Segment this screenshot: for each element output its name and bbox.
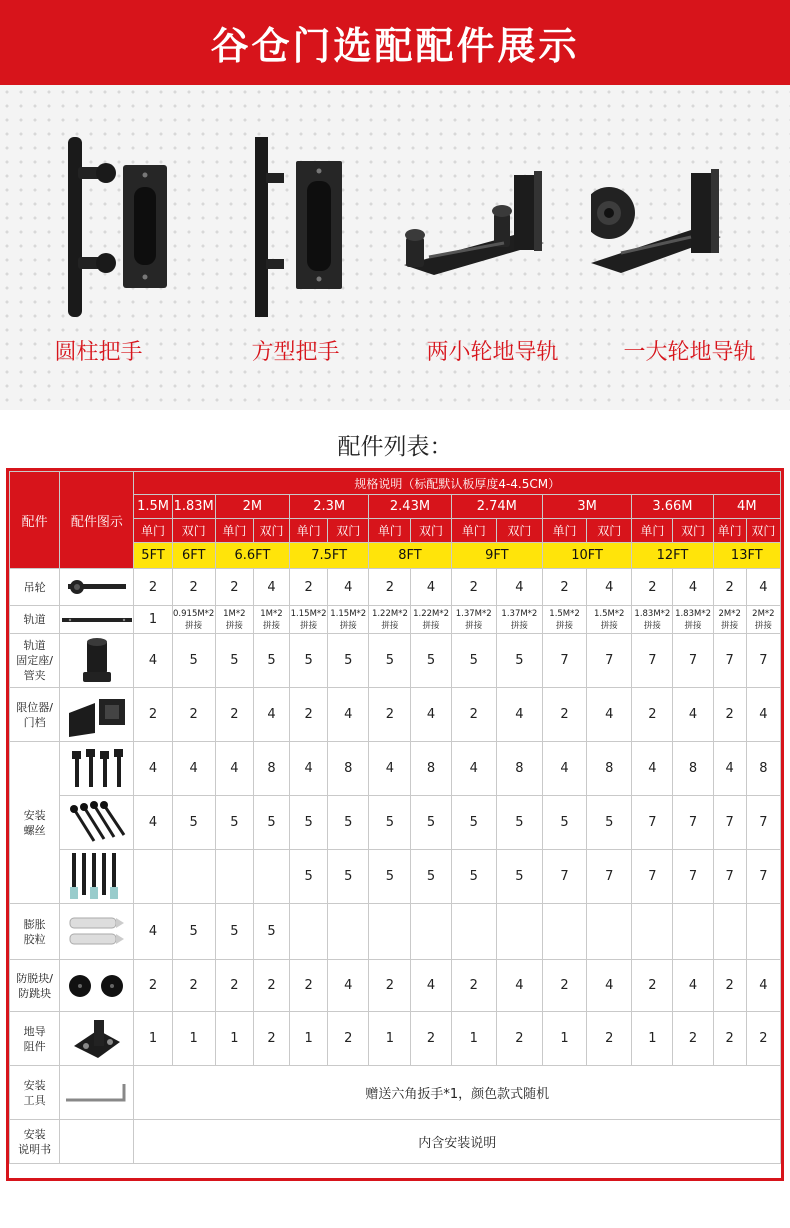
table-cell: 1.37M*2 拼接 [451,606,496,634]
table-cell: 4 [134,904,172,960]
table-row [10,606,781,634]
table-cell: 5 [411,850,451,904]
table-row [10,904,781,960]
table-cell: 1 [632,1012,673,1066]
table-cell: 7 [587,850,632,904]
table-cell: 2 [215,688,253,742]
table-cell: 1 [369,1012,411,1066]
length-header: 1.83M [172,495,215,519]
table-cell: 2 [290,569,328,606]
table-cell: 2M*2 拼接 [713,606,746,634]
table-cell: 4 [673,688,713,742]
table-cell: 5 [496,634,542,688]
table-cell: 4 [253,688,289,742]
table-cell [411,904,451,960]
table-cell: 5 [328,634,369,688]
door-type-header: 双门 [587,519,632,543]
table-cell: 4 [587,569,632,606]
table-cell: 4 [673,960,713,1012]
table-cell: 2 [746,1012,780,1066]
table-cell: 4 [496,569,542,606]
table-cell: 7 [713,850,746,904]
product-square-handle [197,85,394,410]
table-cell [713,904,746,960]
table-cell: 7 [673,796,713,850]
table-cell: 5 [411,634,451,688]
table-cell: 4 [328,960,369,1012]
table-cell: 2 [542,960,586,1012]
part-name: 限位器/ 门档 [10,688,60,742]
table-cell: 2 [632,688,673,742]
table-cell: 4 [328,569,369,606]
table-cell: 5 [215,634,253,688]
table-cell: 7 [632,850,673,904]
table-cell: 4 [587,688,632,742]
table-cell: 5 [328,850,369,904]
table-cell: 5 [542,796,586,850]
door-stopper-icon [60,688,134,742]
table-cell: 2 [542,569,586,606]
table-cell: 5 [253,904,289,960]
table-cell: 5 [587,796,632,850]
anti-jump-block-icon [60,960,134,1012]
spec-title: 规格说明（标配默认板厚度4-4.5CM） [134,472,781,495]
table-row [10,1066,781,1120]
table-cell: 2 [215,569,253,606]
table-cell: 5 [411,796,451,850]
two-wheel-floor-guide-icon [394,125,591,325]
table-cell [369,904,411,960]
table-row [10,796,781,850]
table-cell: 1M*2 拼接 [215,606,253,634]
empty-icon-cell [60,1120,134,1164]
feet-header: 13FT [713,543,780,569]
table-cell: 2 [134,569,172,606]
table-row [10,634,781,688]
table-cell: 4 [172,742,215,796]
title-banner [0,0,790,85]
table-cell: 5 [215,796,253,850]
table-cell: 5 [496,796,542,850]
page-title: 谷仓门选配配件展示 [210,24,580,68]
table-cell: 2 [587,1012,632,1066]
table-cell: 5 [290,634,328,688]
table-cell: 1.37M*2 拼接 [496,606,542,634]
length-header: 2.3M [290,495,369,519]
table-cell: 4 [290,742,328,796]
table-cell: 4 [632,742,673,796]
table-cell: 5 [451,796,496,850]
table-cell: 7 [746,850,780,904]
table-cell: 8 [496,742,542,796]
table-cell: 1.22M*2 拼接 [369,606,411,634]
table-cell [134,850,172,904]
table-cell [587,904,632,960]
part-name: 地导 阻件 [10,1012,60,1066]
feet-header: 9FT [451,543,542,569]
table-cell: 2 [451,569,496,606]
part-note: 内含安装说明 [134,1120,781,1164]
long-screws-icon [60,850,134,904]
table-row [10,1120,781,1164]
product-label: 两小轮地导轨 [426,340,559,365]
table-cell: 2 [215,960,253,1012]
door-type-header: 双门 [328,519,369,543]
hex-wrench-icon [60,1066,134,1120]
table-cell: 4 [411,688,451,742]
table-cell: 5 [290,796,328,850]
table-cell: 7 [746,634,780,688]
table-cell: 4 [746,960,780,1012]
table-cell [215,850,253,904]
table-cell: 2 [632,569,673,606]
col-header-part: 配件 [10,472,60,569]
feet-header: 10FT [542,543,631,569]
rail-bracket-icon [60,634,134,688]
table-cell: 5 [369,796,411,850]
table-cell: 4 [328,688,369,742]
table-cell: 4 [134,634,172,688]
big-wheel-floor-guide-icon [591,125,788,325]
length-header: 2.43M [369,495,451,519]
col-header-image: 配件图示 [60,472,134,569]
table-cell: 4 [713,742,746,796]
table-cell: 1 [172,1012,215,1066]
feet-header: 7.5FT [290,543,369,569]
part-name: 轨道 固定座/ 管夹 [10,634,60,688]
part-name: 安装 螺丝 [10,742,60,904]
table-cell [496,904,542,960]
square-handle-icon [197,125,394,325]
table-cell: 1.5M*2 拼接 [542,606,586,634]
floor-guide-icon [60,1012,134,1066]
table-cell: 1 [542,1012,586,1066]
door-type-header: 双门 [411,519,451,543]
table-cell [290,904,328,960]
round-handle-icon [0,125,197,325]
length-header: 3.66M [632,495,713,519]
product-label: 一大轮地导轨 [623,340,756,365]
table-cell: 4 [587,960,632,1012]
table-cell: 2 [290,688,328,742]
table-cell: 4 [134,796,172,850]
product-big-wheel-guide [591,85,788,410]
table-row [10,1012,781,1066]
part-name: 吊轮 [10,569,60,606]
table-cell [632,904,673,960]
table-row [10,742,781,796]
feet-header: 12FT [632,543,713,569]
length-header: 2M [215,495,289,519]
table-cell: 2 [632,960,673,1012]
table-cell: 2 [713,569,746,606]
table-cell: 2 [253,960,289,1012]
table-cell [451,904,496,960]
table-cell: 5 [451,634,496,688]
table-cell: 2 [369,569,411,606]
table-cell: 7 [632,796,673,850]
table-cell: 2 [713,960,746,1012]
door-type-header: 双门 [496,519,542,543]
product-showcase [0,85,790,410]
part-name: 膨胀 胶粒 [10,904,60,960]
table-cell: 4 [411,569,451,606]
table-cell: 5 [369,850,411,904]
table-cell: 4 [451,742,496,796]
table-cell: 2 [172,960,215,1012]
product-round-handle [0,85,197,410]
table-cell [746,904,780,960]
table-cell: 8 [587,742,632,796]
table-cell: 7 [673,850,713,904]
table-cell: 5 [172,796,215,850]
feet-header: 6.6FT [215,543,289,569]
table-cell: 4 [253,569,289,606]
door-type-header: 单门 [542,519,586,543]
door-type-header: 单门 [713,519,746,543]
part-name: 安装 说明书 [10,1120,60,1164]
table-cell: 2 [134,960,172,1012]
table-cell [253,850,289,904]
length-header: 3M [542,495,631,519]
table-cell: 4 [746,569,780,606]
door-type-header: 双门 [253,519,289,543]
table-cell [673,904,713,960]
table-cell: 1M*2 拼接 [253,606,289,634]
length-header: 4M [713,495,780,519]
table-row [10,850,781,904]
table-cell: 2 [172,688,215,742]
table-cell: 7 [542,634,586,688]
bolts-icon [60,742,134,796]
table-cell: 1 [134,606,172,634]
table-cell: 2 [496,1012,542,1066]
table-cell: 7 [713,796,746,850]
door-type-header: 单门 [369,519,411,543]
table-cell: 2 [328,1012,369,1066]
table-cell: 1 [290,1012,328,1066]
hanger-wheel-icon [60,569,134,606]
list-title: 配件列表： [337,434,453,460]
table-cell: 1.83M*2 拼接 [673,606,713,634]
table-cell: 8 [328,742,369,796]
table-cell: 5 [172,634,215,688]
wall-anchors-icon [60,904,134,960]
door-type-header: 单门 [290,519,328,543]
table-cell: 2M*2 拼接 [746,606,780,634]
table-cell: 2 [290,960,328,1012]
door-type-header: 单门 [134,519,172,543]
table-cell: 2 [369,960,411,1012]
table-cell: 4 [746,688,780,742]
table-cell: 2 [451,688,496,742]
table-cell: 2 [713,1012,746,1066]
table-cell: 5 [172,904,215,960]
door-type-header: 单门 [215,519,253,543]
table-cell: 2 [673,1012,713,1066]
door-type-header: 双门 [172,519,215,543]
table-cell: 7 [587,634,632,688]
feet-header: 8FT [369,543,451,569]
table-cell: 1.15M*2 拼接 [328,606,369,634]
table-row [10,960,781,1012]
product-label: 方型把手 [251,340,340,365]
table-cell: 1.22M*2 拼接 [411,606,451,634]
door-type-header: 双门 [673,519,713,543]
table-cell [542,904,586,960]
table-cell: 7 [542,850,586,904]
product-label: 圆柱把手 [54,340,143,365]
table-cell: 1.83M*2 拼接 [632,606,673,634]
table-cell [172,850,215,904]
table-cell: 7 [673,634,713,688]
table-cell: 8 [673,742,713,796]
table-cell: 5 [253,796,289,850]
table-cell: 1.15M*2 拼接 [290,606,328,634]
table-cell: 2 [713,688,746,742]
table-cell: 4 [673,569,713,606]
table-cell: 2 [451,960,496,1012]
length-header: 2.74M [451,495,542,519]
table-cell: 4 [542,742,586,796]
table-cell: 5 [496,850,542,904]
table-cell: 2 [172,569,215,606]
feet-header: 6FT [172,543,215,569]
parts-table-grid [9,471,781,1164]
length-header: 1.5M [134,495,172,519]
table-row [10,688,781,742]
table-cell: 5 [369,634,411,688]
table-cell [328,904,369,960]
table-cell: 4 [496,688,542,742]
table-cell: 4 [496,960,542,1012]
table-cell: 8 [411,742,451,796]
table-cell: 5 [451,850,496,904]
table-cell: 8 [253,742,289,796]
table-cell: 5 [215,904,253,960]
table-cell: 1 [451,1012,496,1066]
feet-header: 5FT [134,543,172,569]
door-type-header: 双门 [746,519,780,543]
door-type-header: 单门 [451,519,496,543]
table-cell: 1.5M*2 拼接 [587,606,632,634]
table-cell: 8 [746,742,780,796]
wood-screws-icon [60,796,134,850]
table-cell: 0.915M*2 拼接 [172,606,215,634]
table-cell: 4 [134,742,172,796]
table-cell: 5 [290,850,328,904]
table-cell: 7 [713,634,746,688]
part-name: 防脱块/ 防跳块 [10,960,60,1012]
part-name: 轨道 [10,606,60,634]
parts-table [6,468,784,1181]
part-name: 安装 工具 [10,1066,60,1120]
table-row [10,569,781,606]
table-cell: 7 [746,796,780,850]
part-note: 赠送六角扳手*1，颜色款式随机 [134,1066,781,1120]
table-cell: 5 [328,796,369,850]
table-cell: 2 [134,688,172,742]
table-cell: 1 [134,1012,172,1066]
door-type-header: 单门 [632,519,673,543]
table-cell: 2 [411,1012,451,1066]
product-two-wheel-guide [394,85,591,410]
table-cell: 5 [253,634,289,688]
track-rail-icon [60,606,134,634]
table-cell: 2 [542,688,586,742]
table-cell: 4 [369,742,411,796]
table-cell: 2 [369,688,411,742]
table-cell: 2 [253,1012,289,1066]
table-cell: 4 [411,960,451,1012]
table-cell: 4 [215,742,253,796]
table-cell: 7 [632,634,673,688]
table-cell: 1 [215,1012,253,1066]
